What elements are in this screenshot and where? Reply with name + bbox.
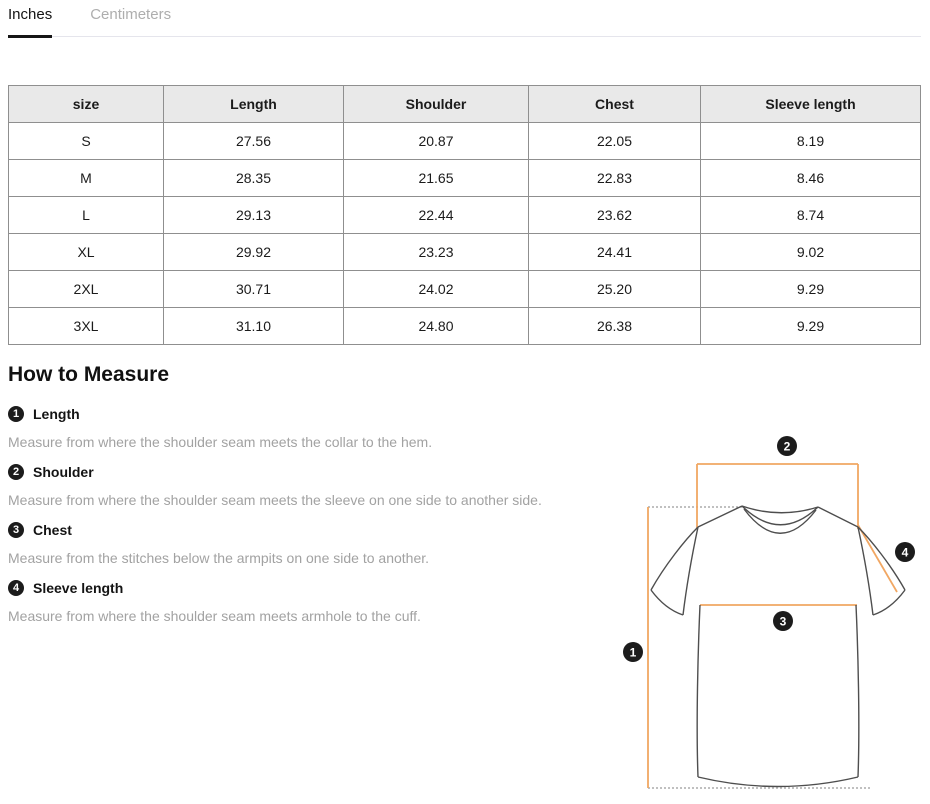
cell-shoulder: 22.44 <box>344 197 529 234</box>
measure-label: Chest <box>33 521 72 538</box>
tshirt-measure-diagram <box>615 424 927 799</box>
cell-sleeve: 8.19 <box>701 123 921 160</box>
col-header-chest: Chest <box>529 86 701 123</box>
cell-sleeve: 9.02 <box>701 234 921 271</box>
measure-list <box>8 399 608 631</box>
cell-size: XL <box>9 234 164 271</box>
cell-length: 29.13 <box>164 197 344 234</box>
number-badge: 1 <box>8 406 24 422</box>
cell-chest: 23.62 <box>529 197 701 234</box>
cell-sleeve: 9.29 <box>701 308 921 345</box>
cell-length: 28.35 <box>164 160 344 197</box>
length-badge-number: 1 <box>629 645 637 660</box>
measure-description: Measure from where the shoulder seam meets armhole to the cuff. <box>8 608 421 624</box>
cell-sleeve: 8.46 <box>701 160 921 197</box>
cell-shoulder: 21.65 <box>344 160 529 197</box>
cell-length: 31.10 <box>164 308 344 345</box>
measure-label: Shoulder <box>33 463 94 480</box>
cell-chest: 25.20 <box>529 271 701 308</box>
cell-sleeve: 8.74 <box>701 197 921 234</box>
col-header-sleeve-length: Sleeve length <box>701 86 921 123</box>
cell-size: 3XL <box>9 308 164 345</box>
chest-badge-number: 3 <box>779 614 787 629</box>
sleeve-badge-number: 4 <box>901 545 909 560</box>
measure-description: Measure from where the shoulder seam meets the sleeve on one side to another side. <box>8 492 542 508</box>
table-row-xl <box>9 234 921 271</box>
cell-size: S <box>9 123 164 160</box>
list-item-length <box>8 399 608 457</box>
measure-description: Measure from the stitches below the armpits on one side to another. <box>8 550 430 566</box>
table-row-s <box>9 123 921 160</box>
unit-tabbar <box>8 0 921 37</box>
tab-centimeters[interactable]: Centimeters <box>90 0 171 36</box>
size-table-header-row <box>9 86 921 123</box>
tshirt-outline <box>651 506 905 787</box>
table-row-3xl <box>9 308 921 345</box>
list-item-shoulder <box>8 457 608 515</box>
cell-shoulder: 23.23 <box>344 234 529 271</box>
cell-chest: 24.41 <box>529 234 701 271</box>
list-item-chest <box>8 515 608 573</box>
list-item-sleeve-length <box>8 573 608 631</box>
table-row-2xl <box>9 271 921 308</box>
tshirt-diagram-icon <box>615 424 927 799</box>
cell-chest: 22.83 <box>529 160 701 197</box>
cell-size: L <box>9 197 164 234</box>
cell-length: 27.56 <box>164 123 344 160</box>
table-row-m <box>9 160 921 197</box>
cell-length: 30.71 <box>164 271 344 308</box>
measure-label: Length <box>33 405 80 422</box>
number-badge: 3 <box>8 522 24 538</box>
col-header-size: size <box>9 86 164 123</box>
cell-shoulder: 24.02 <box>344 271 529 308</box>
cell-length: 29.92 <box>164 234 344 271</box>
cell-shoulder: 24.80 <box>344 308 529 345</box>
cell-chest: 26.38 <box>529 308 701 345</box>
measure-description: Measure from where the shoulder seam meets the collar to the hem. <box>8 434 433 450</box>
table-row-l <box>9 197 921 234</box>
col-header-shoulder: Shoulder <box>344 86 529 123</box>
cell-shoulder: 20.87 <box>344 123 529 160</box>
cell-chest: 22.05 <box>529 123 701 160</box>
cell-sleeve: 9.29 <box>701 271 921 308</box>
how-to-measure-title: How to Measure <box>8 363 170 386</box>
cell-size: M <box>9 160 164 197</box>
shoulder-badge-number: 2 <box>783 439 791 454</box>
tab-inches[interactable]: Inches <box>8 0 52 36</box>
col-header-length: Length <box>164 86 344 123</box>
number-badge: 4 <box>8 580 24 596</box>
measure-label: Sleeve length <box>33 579 124 596</box>
size-table <box>8 85 921 345</box>
number-badge: 2 <box>8 464 24 480</box>
cell-size: 2XL <box>9 271 164 308</box>
